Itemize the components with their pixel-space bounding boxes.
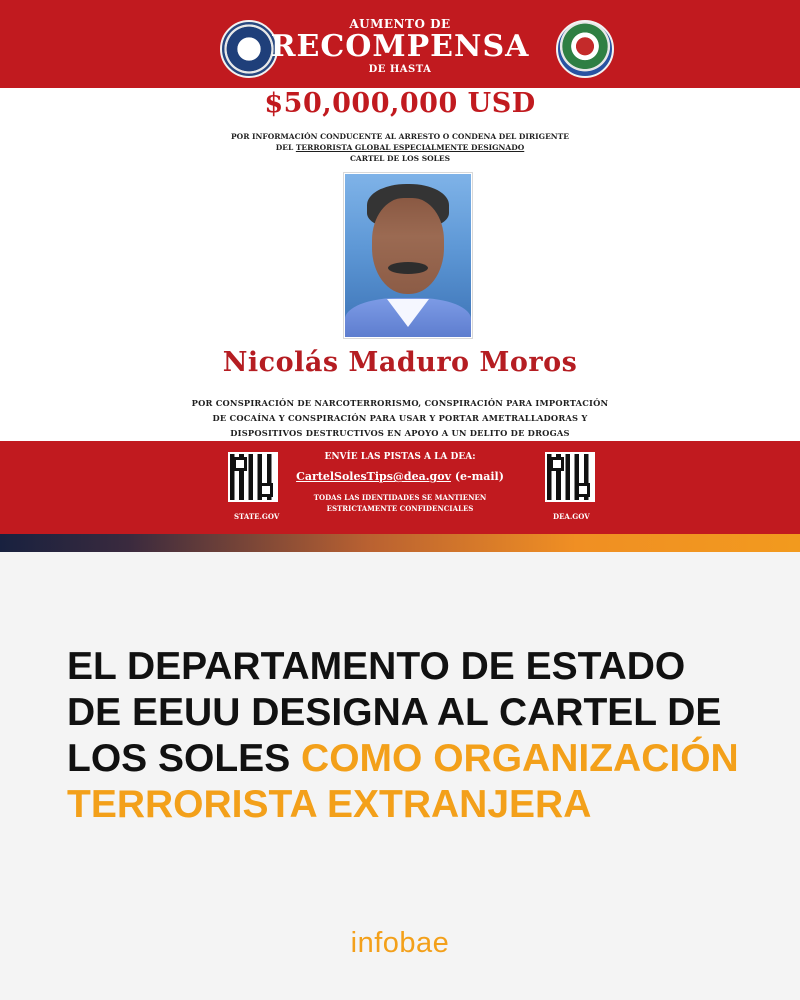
poster-description-line-1: POR INFORMACIÓN CONDUCENTE AL ARRESTO O CONDENA DEL DIRIGENTE <box>231 132 569 141</box>
poster-header-main: RECOMPENSA <box>270 29 530 64</box>
wanted-person-name: Nicolás Maduro Moros <box>222 347 578 378</box>
confidential-line-1: TODAS LAS IDENTIDADES SE MANTIENEN <box>313 493 487 502</box>
portrait-mustache <box>388 262 428 274</box>
poster-description-line-2 <box>0 143 800 153</box>
state-gov-label: STATE.GOV <box>234 512 280 521</box>
poster-header-bottom: DE HASTA <box>368 64 432 75</box>
dea-gov-label: DEA.GOV <box>553 512 590 521</box>
confidential-line-2: ESTRICTAMENTE CONFIDENCIALES <box>326 504 474 513</box>
infobae-logo[interactable]: infobae <box>350 927 450 959</box>
reward-amount: $50,000,000 USD <box>264 88 536 119</box>
poster-header-top: AUMENTO DE <box>349 17 451 31</box>
portrait-face <box>372 198 444 294</box>
caption-line-2: DE EEUU DESIGNA AL CARTEL DE <box>67 691 722 734</box>
charges-line-1: POR CONSPIRACIÓN DE NARCOTERRORISMO, CONSPIRACIÓN PARA IMPORTACIÓN <box>191 398 609 408</box>
caption-line-3-highlight: COMO ORGANIZACIÓN <box>301 737 739 780</box>
poster-description-line-3: CARTEL DE LOS SOLES <box>349 154 451 163</box>
caption-line-3-prefix: LOS SOLES <box>67 737 302 780</box>
caption-line-3 <box>67 736 757 782</box>
tips-title: ENVÍE LAS PISTAS A LA DEA: <box>324 452 476 462</box>
portrait-photo <box>344 173 472 338</box>
charges-line-2: DE COCAÍNA Y CONSPIRACIÓN PARA USAR Y PORTAR AMETRALLADORAS Y <box>212 413 588 423</box>
tips-email-line <box>0 470 800 483</box>
headline-caption <box>67 644 757 828</box>
poster-description-line-2-underlined: TERRORISTA GLOBAL ESPECIALMENTE DESIGNADO <box>295 143 525 152</box>
qr-code-icon[interactable] <box>545 452 595 502</box>
tips-email-suffix: (e-mail) <box>450 470 504 483</box>
charges-line-3: DISPOSITIVOS DESTRUCTIVOS EN APOYO A UN DELITO DE DROGAS <box>230 428 570 438</box>
poster-description-line-2-prefix: DEL <box>275 143 296 152</box>
caption-line-1: EL DEPARTAMENTO DE ESTADO <box>67 645 686 688</box>
section-divider-gradient <box>0 534 800 552</box>
caption-line-4-highlight: TERRORISTA EXTRANJERA <box>67 783 592 826</box>
tips-email-link[interactable]: CartelSolesTips@dea.gov <box>296 470 451 483</box>
